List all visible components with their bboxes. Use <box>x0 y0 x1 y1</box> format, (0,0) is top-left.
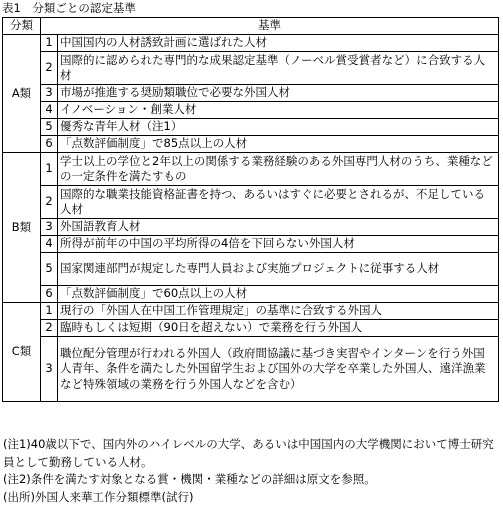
criteria-text: 国際的に認められた専門的な成果認定基準（ノーベル賞受賞者など）に合致する人材 <box>58 52 499 85</box>
criteria-table <box>2 17 499 402</box>
row-number: 5 <box>41 119 58 136</box>
table-row <box>3 236 499 253</box>
table-row <box>3 119 499 136</box>
notes <box>3 436 501 506</box>
note-2: (注2)条件を満たす対象となる賞・機関・業種などの詳細は原文を参照。 <box>3 472 376 486</box>
table-title: 表1 分類ごとの認定基準 <box>2 1 136 15</box>
criteria-text: イノベーション・創業人材 <box>58 102 499 119</box>
row-number: 2 <box>41 52 58 85</box>
table-row <box>3 52 499 85</box>
criteria-text: 現行の「外国人在中国工作管理規定」の基準に合致する外国人 <box>58 303 499 320</box>
row-number: 1 <box>41 35 58 52</box>
criteria-text: 所得が前年の中国の平均所得の4倍を下回らない外国人材 <box>58 236 499 253</box>
criteria-text: 臨時もしくは短期（90日を超えない）で業務を行う外国人 <box>58 320 499 337</box>
row-number: 1 <box>41 303 58 320</box>
criteria-text: 「点数評価制度」で60点以上の人材 <box>58 286 499 303</box>
row-number: 5 <box>41 253 58 286</box>
table-header-row <box>3 18 499 35</box>
table-row <box>3 186 499 219</box>
criteria-text: 優秀な青年人材（注1） <box>58 119 499 136</box>
criteria-text: 外国語教育人材 <box>58 219 499 236</box>
criteria-text: 学士以上の学位と2年以上の関係する業務経験のある外国専門人材のうち、業種などの一定条件を満たすもの <box>58 153 499 186</box>
criteria-text: 国際的な職業技能資格証書を持つ、あるいはすぐに必要とされるが、不足している人材 <box>58 186 499 219</box>
criteria-text: 「点数評価制度」で85点以上の人材 <box>58 136 499 153</box>
row-number: 4 <box>41 102 58 119</box>
header-category: 分類 <box>3 18 41 35</box>
row-number: 4 <box>41 236 58 253</box>
table-row <box>3 153 499 186</box>
table-row <box>3 253 499 286</box>
criteria-text: 職位配分管理が行われる外国人（政府間協議に基づき実習やインターンを行う外国人青年、条件を満たした外国留学生および国外の大学を卒業した外国人、遠洋漁業など特殊領域の業務を行う外国人などを含む） <box>58 337 499 402</box>
row-number: 1 <box>41 153 58 186</box>
category-cell: C類 <box>3 303 41 402</box>
row-number: 3 <box>41 85 58 102</box>
table-row <box>3 219 499 236</box>
row-number: 2 <box>41 320 58 337</box>
table-row <box>3 85 499 102</box>
note-source: (出所)外国人来華工作分類標準(試行) <box>3 489 194 504</box>
table-row <box>3 102 499 119</box>
table-row <box>3 286 499 303</box>
criteria-text: 国家関連部門が規定した専門人員および実施プロジェクトに従事する人材 <box>58 253 499 286</box>
row-number: 6 <box>41 286 58 303</box>
criteria-text: 中国国内の人材誘致計画に選ばれた人材 <box>58 35 499 52</box>
category-cell: B類 <box>3 153 41 303</box>
table-row <box>3 35 499 52</box>
table-row <box>3 303 499 320</box>
note-1: (注1)40歳以下で、国内外のハイレベルの大学、あるいは中国国内の大学機関において博士研究員として勤務している人材。 <box>3 437 494 469</box>
row-number: 3 <box>41 219 58 236</box>
row-number: 2 <box>41 186 58 219</box>
criteria-text: 市場が推進する奨励類職位で必要な外国人材 <box>58 85 499 102</box>
header-criteria: 基準 <box>41 18 499 35</box>
category-cell: A類 <box>3 35 41 153</box>
row-number: 6 <box>41 136 58 153</box>
table-row <box>3 320 499 337</box>
table-row <box>3 337 499 402</box>
table-row <box>3 136 499 153</box>
row-number: 3 <box>41 337 58 402</box>
